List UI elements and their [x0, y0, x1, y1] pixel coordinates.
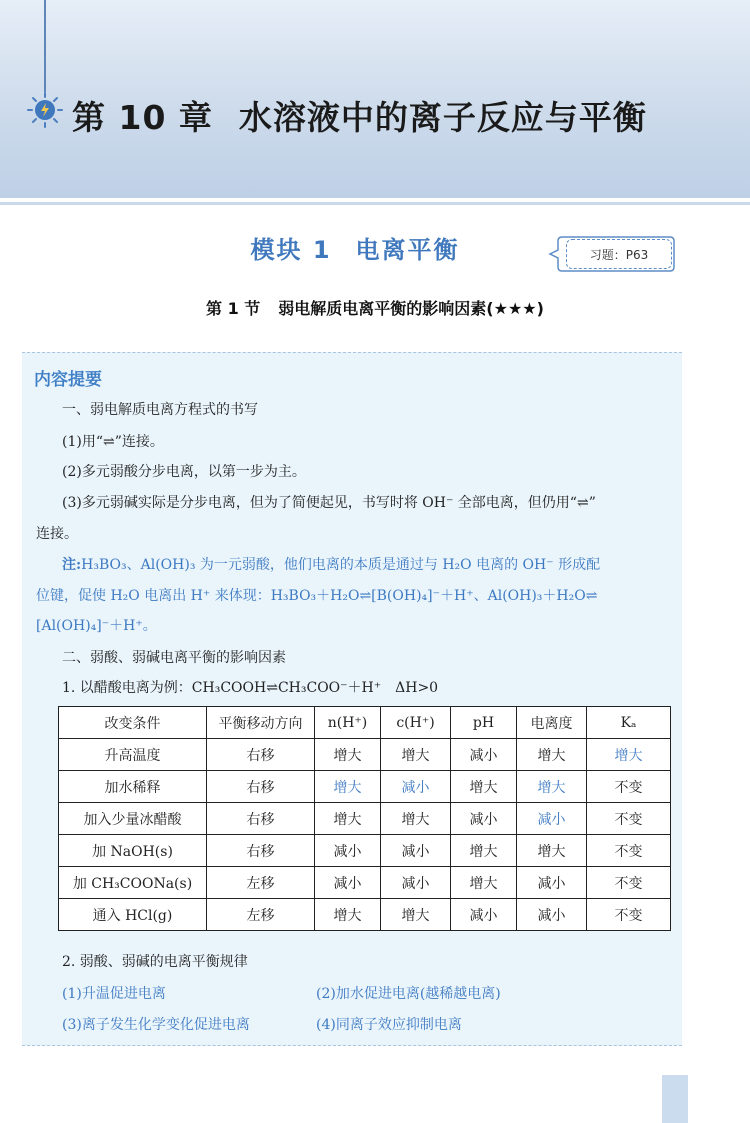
table-row: [59, 835, 671, 867]
example-equation: 1. 以醋酸电离为例：CH₃COOH⇌CH₃COO⁻＋H⁺ ΔH>0: [62, 680, 439, 696]
table-cell: 不变: [587, 771, 671, 803]
table-row: [59, 899, 671, 931]
table-cell: 右移: [207, 835, 315, 867]
table-cell: 减小: [381, 835, 451, 867]
table-row: [59, 803, 671, 835]
table-cell: 加 NaOH(s): [59, 835, 207, 867]
chapter-title: [72, 92, 647, 139]
content-heading: 内容提要: [34, 370, 102, 390]
rule-section-title: 2. 弱酸、弱碱的电离平衡规律: [62, 954, 248, 970]
part1-title: 一、弱电解质电离方程式的书写: [62, 402, 258, 418]
table-cell: 升高温度: [59, 739, 207, 771]
chapter-name: 水溶液中的离子反应与平衡: [238, 98, 647, 137]
table-cell: 右移: [207, 771, 315, 803]
exercise-tag-label: 习题：P63: [566, 239, 672, 269]
table-header-cell: 电离度: [517, 707, 587, 739]
table-cell: 增大: [517, 835, 587, 867]
table-header-cell: 平衡移动方向: [207, 707, 315, 739]
bulb-wire: [44, 0, 46, 92]
section-title: [0, 296, 750, 319]
table-header-cell: n(H⁺): [315, 707, 381, 739]
table-cell: 减小: [315, 835, 381, 867]
page-edge-tab: [662, 1075, 688, 1123]
table-cell-highlight: 增大: [315, 771, 381, 803]
table-cell: 不变: [587, 867, 671, 899]
table-cell: 减小: [381, 867, 451, 899]
table-cell: 加 CH₃COONa(s): [59, 867, 207, 899]
equilibrium-rule-1: (1)升温促进电离: [62, 986, 166, 1002]
table-cell: 增大: [381, 803, 451, 835]
table-cell: 不变: [587, 899, 671, 931]
equilibrium-rule-3: (3)离子发生化学变化促进电离: [62, 1017, 250, 1033]
table-cell: 增大: [451, 835, 517, 867]
note-line-2: 位键，促使 H₂O 电离出 H⁺ 来体现：H₃BO₃＋H₂O⇌[B(OH)₄]⁻＋H⁺、Al(OH)₃＋H₂O⇌: [36, 588, 598, 604]
table-cell: 左移: [207, 867, 315, 899]
note-line-3: [Al(OH)₄]⁻＋H⁺。: [36, 618, 157, 634]
table-header-cell: 改变条件: [59, 707, 207, 739]
note-line-1: [62, 554, 600, 574]
table-cell: 左移: [207, 899, 315, 931]
table-cell: 增大: [315, 739, 381, 771]
table-row: [59, 771, 671, 803]
table-cell: 增大: [315, 803, 381, 835]
rule-3-line-2: 连接。: [36, 526, 78, 542]
table-row: [59, 739, 671, 771]
note-text-1: H₃BO₃、Al(OH)₃ 为一元弱酸，他们电离的本质是通过与 H₂O 电离的 OH⁻ 形成配: [81, 557, 601, 573]
table-cell: 不变: [587, 835, 671, 867]
rule-2: (2)多元弱酸分步电离，以第一步为主。: [62, 464, 306, 480]
table-header-cell: Kₐ: [587, 707, 671, 739]
content-summary-box: [22, 352, 682, 1046]
table-cell: 通入 HCl(g): [59, 899, 207, 931]
lightbulb-icon: [27, 92, 63, 128]
table-cell: 增大: [315, 899, 381, 931]
table-row: [59, 867, 671, 899]
section-number: 第 1 节: [206, 299, 261, 318]
module-name: 电离平衡: [355, 236, 460, 264]
table-header-row: [59, 707, 671, 739]
module-number: 模块 1: [250, 236, 332, 264]
table-cell: 增大: [381, 739, 451, 771]
table-cell: 减小: [315, 867, 381, 899]
chapter-number: 第 10 章: [72, 98, 213, 137]
section-name: 弱电解质电离平衡的影响因素(★★★): [278, 299, 544, 318]
table-cell: 减小: [517, 899, 587, 931]
table-cell-highlight: 增大: [517, 771, 587, 803]
table-cell: 加入少量冰醋酸: [59, 803, 207, 835]
table-cell: 增大: [451, 771, 517, 803]
table-cell: 不变: [587, 803, 671, 835]
table-cell: 增大: [517, 739, 587, 771]
table-cell: 减小: [517, 867, 587, 899]
table-cell: 减小: [451, 803, 517, 835]
equilibrium-rule-4: (4)同离子效应抑制电离: [316, 1017, 462, 1033]
header-divider: [0, 202, 750, 205]
table-cell: 减小: [451, 899, 517, 931]
table-cell: 增大: [381, 899, 451, 931]
rule-1: (1)用“⇌”连接。: [62, 434, 164, 450]
table-cell-highlight: 减小: [381, 771, 451, 803]
table-cell: 加水稀释: [59, 771, 207, 803]
equilibrium-factor-table: [58, 706, 671, 931]
rule-3-line-1: (3)多元弱碱实际是分步电离，但为了简便起见，书写时将 OH⁻ 全部电离，但仍用“⇌”: [62, 495, 596, 511]
note-label: 注:: [62, 557, 82, 573]
table-cell-highlight: 增大: [587, 739, 671, 771]
table-header-cell: pH: [451, 707, 517, 739]
table-cell: 右移: [207, 803, 315, 835]
equilibrium-rule-2: (2)加水促进电离(越稀越电离): [316, 986, 501, 1002]
table-cell: 增大: [451, 867, 517, 899]
table-header-cell: c(H⁺): [381, 707, 451, 739]
table-cell: 右移: [207, 739, 315, 771]
table-cell-highlight: 减小: [517, 803, 587, 835]
table-cell: 减小: [451, 739, 517, 771]
part2-title: 二、弱酸、弱碱电离平衡的影响因素: [62, 650, 286, 666]
exercise-tag: [548, 234, 676, 274]
